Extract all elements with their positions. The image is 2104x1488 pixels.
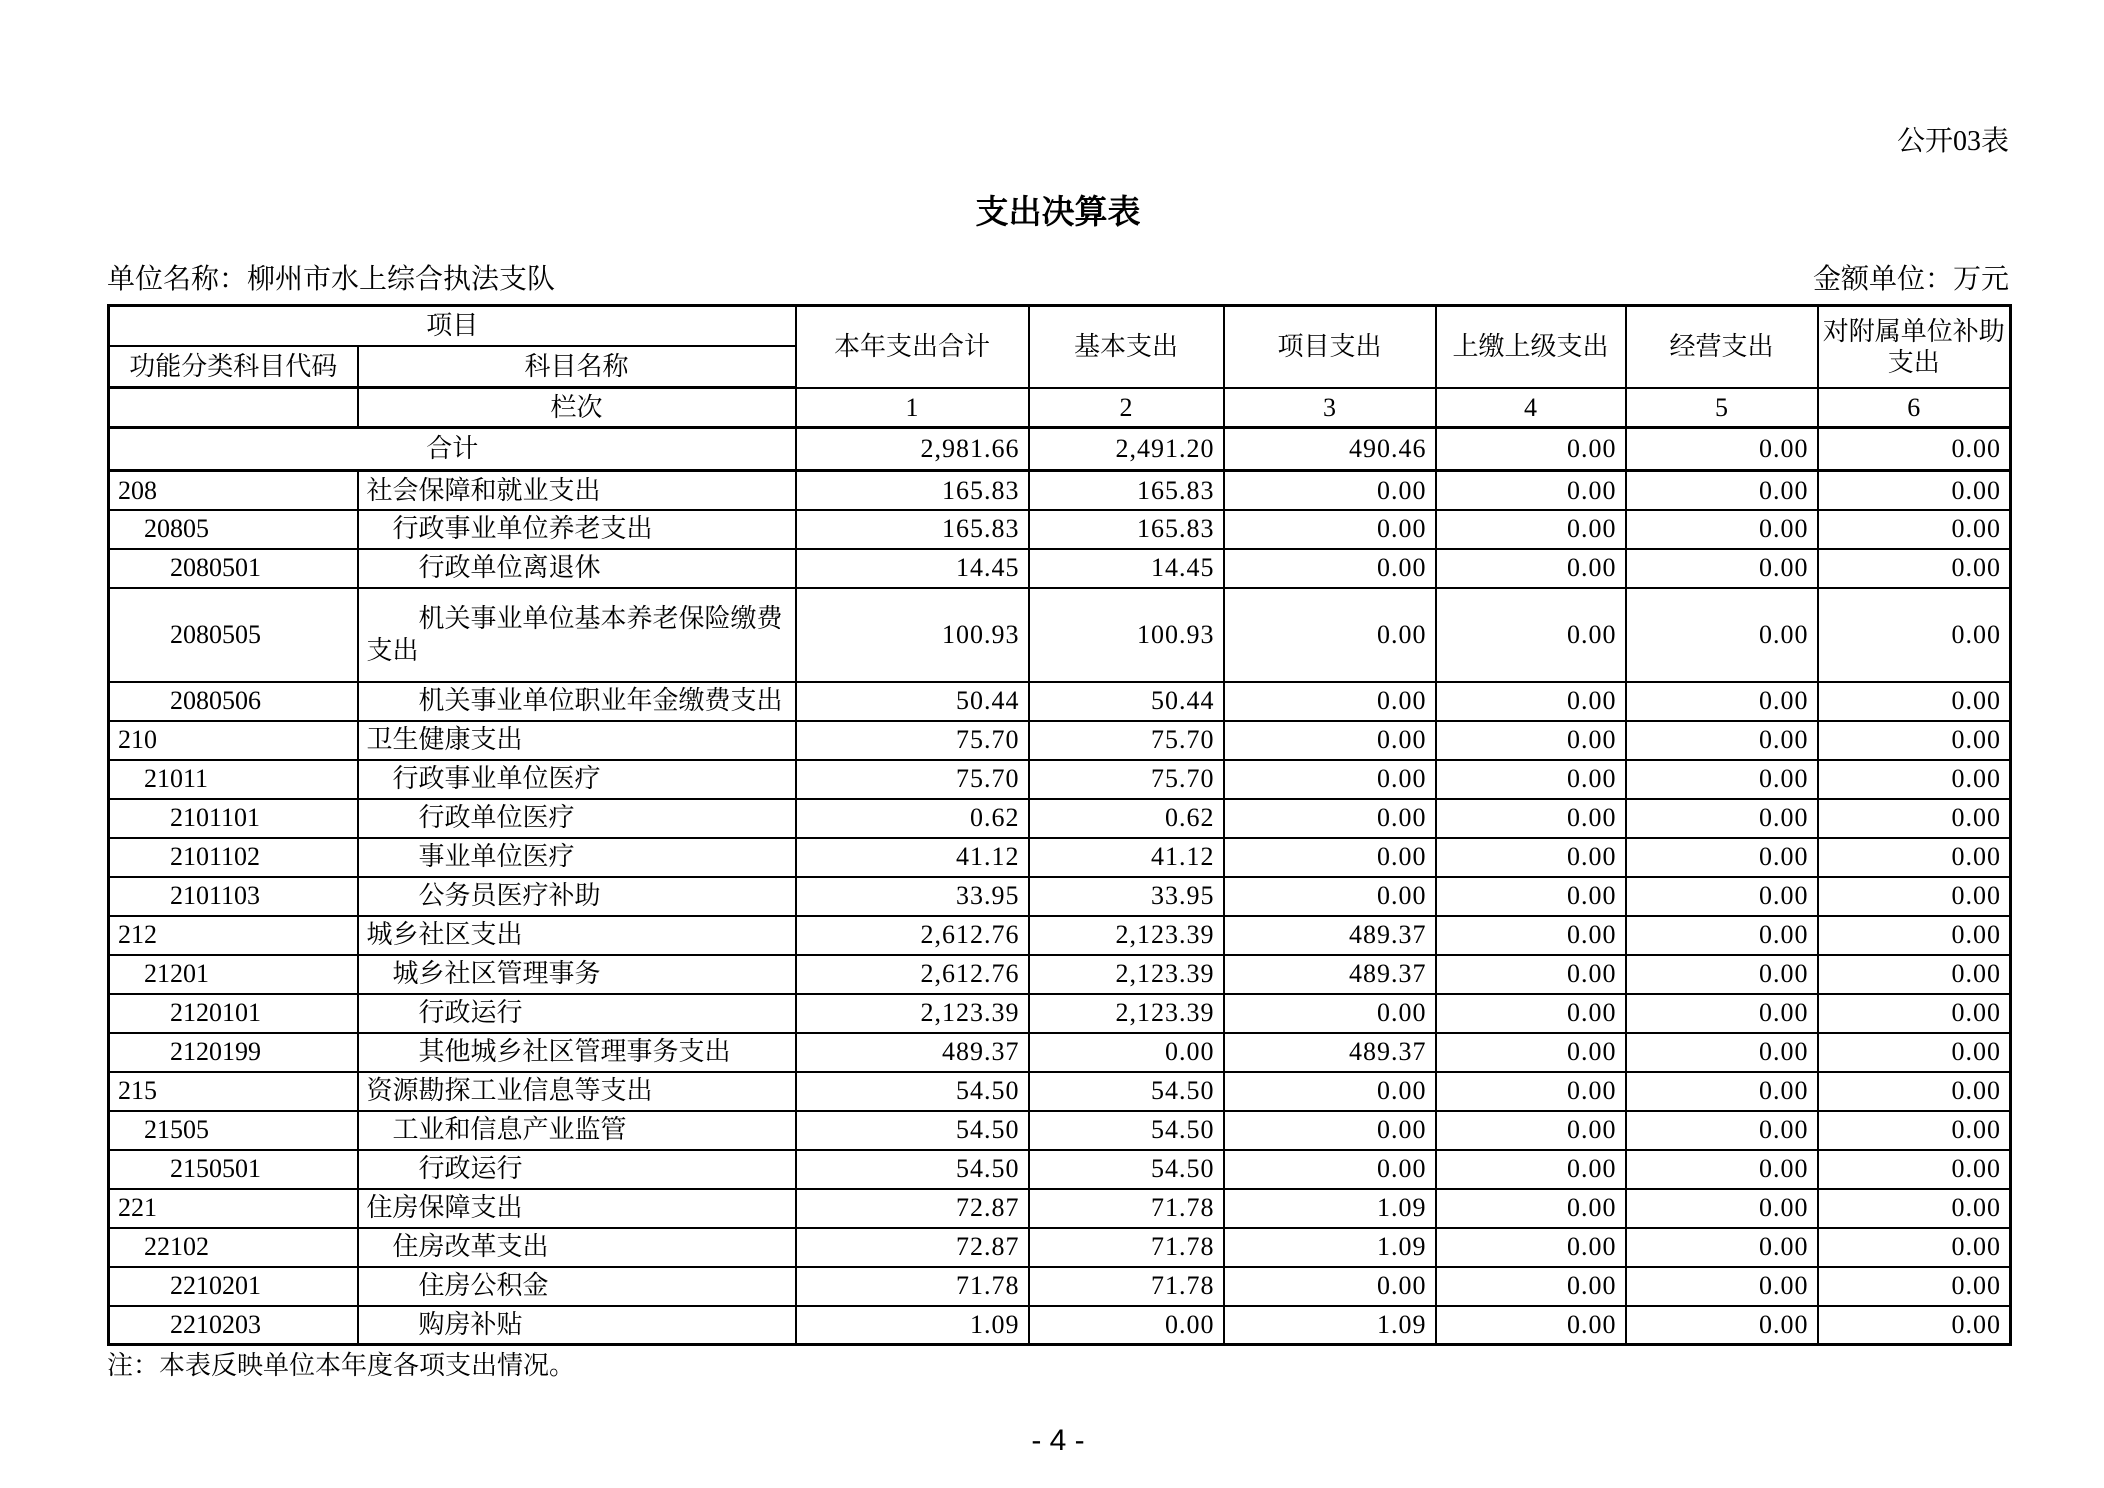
index-empty-cell — [109, 388, 358, 428]
row-value: 0.00 — [1818, 1150, 2011, 1189]
header-col-year-total: 本年支出合计 — [796, 306, 1029, 388]
row-value: 0.00 — [1818, 588, 2011, 682]
row-value: 72.87 — [796, 1189, 1029, 1228]
row-code: 2210201 — [109, 1267, 358, 1306]
row-value: 2,123.39 — [1029, 994, 1224, 1033]
row-value: 0.00 — [1224, 877, 1436, 916]
row-value: 0.00 — [1436, 1072, 1626, 1111]
row-value: 0.00 — [1818, 1228, 2011, 1267]
row-value: 165.83 — [1029, 471, 1224, 510]
row-subject-name: 行政事业单位医疗 — [358, 760, 796, 799]
row-value: 0.00 — [1818, 428, 2011, 471]
row-value: 0.00 — [1818, 549, 2011, 588]
unit-name-label: 单位名称：柳州市水上综合执法支队 — [107, 264, 556, 295]
row-value: 489.37 — [1224, 916, 1436, 955]
row-value: 0.00 — [1436, 1228, 1626, 1267]
row-value: 0.00 — [1224, 1111, 1436, 1150]
row-subject-name: 工业和信息产业监管 — [358, 1111, 796, 1150]
row-value: 72.87 — [796, 1228, 1029, 1267]
row-subject-name: 城乡社区支出 — [358, 916, 796, 955]
row-value: 0.00 — [1224, 588, 1436, 682]
row-value: 0.00 — [1818, 721, 2011, 760]
row-value: 0.00 — [1818, 1072, 2011, 1111]
row-value: 33.95 — [796, 877, 1029, 916]
row-value: 71.78 — [796, 1267, 1029, 1306]
row-value: 0.00 — [1818, 1189, 2011, 1228]
row-value: 0.00 — [1436, 1189, 1626, 1228]
column-index: 5 — [1626, 388, 1818, 428]
row-value: 0.00 — [1626, 1306, 1818, 1345]
row-subject-name: 机关事业单位职业年金缴费支出 — [358, 682, 796, 721]
row-code: 21201 — [109, 955, 358, 994]
table-row — [109, 1306, 2011, 1345]
row-value: 0.62 — [1029, 799, 1224, 838]
row-value: 0.00 — [1626, 760, 1818, 799]
row-value: 0.00 — [1436, 1267, 1626, 1306]
row-subject-name: 其他城乡社区管理事务支出 — [358, 1033, 796, 1072]
column-index: 6 — [1818, 388, 2011, 428]
header-name-column: 科目名称 — [358, 346, 796, 388]
unit-info-row — [107, 262, 2009, 298]
row-value: 489.37 — [1224, 1033, 1436, 1072]
row-code: 2120101 — [109, 994, 358, 1033]
row-value: 0.00 — [1224, 760, 1436, 799]
page-title: 支出决算表 — [975, 193, 1141, 230]
row-subject-name: 住房保障支出 — [358, 1189, 796, 1228]
row-value: 0.00 — [1626, 471, 1818, 510]
row-value: 2,123.39 — [1029, 916, 1224, 955]
row-value: 2,981.66 — [796, 428, 1029, 471]
header-col-upper-level: 上缴上级支出 — [1436, 306, 1626, 388]
row-value: 0.00 — [1626, 1072, 1818, 1111]
row-value: 41.12 — [1029, 838, 1224, 877]
row-value: 41.12 — [796, 838, 1029, 877]
row-value: 0.00 — [1626, 1267, 1818, 1306]
row-value: 0.00 — [1626, 877, 1818, 916]
table-row — [109, 428, 2011, 471]
table-row — [109, 510, 2011, 549]
header-row-project — [109, 306, 2011, 346]
row-value: 54.50 — [1029, 1150, 1224, 1189]
row-subject-name: 行政运行 — [358, 994, 796, 1033]
row-subject-name: 行政单位医疗 — [358, 799, 796, 838]
row-value: 0.00 — [1818, 955, 2011, 994]
row-value: 0.00 — [1436, 549, 1626, 588]
table-row — [109, 955, 2011, 994]
row-value: 54.50 — [796, 1072, 1029, 1111]
header-col-operating: 经营支出 — [1626, 306, 1818, 388]
row-value: 75.70 — [796, 760, 1029, 799]
row-code: 2080505 — [109, 588, 358, 682]
row-value: 33.95 — [1029, 877, 1224, 916]
row-value: 0.00 — [1626, 510, 1818, 549]
row-value: 0.00 — [1818, 877, 2011, 916]
column-index: 1 — [796, 388, 1029, 428]
row-value: 0.00 — [1818, 799, 2011, 838]
row-code: 21011 — [109, 760, 358, 799]
row-value: 0.00 — [1224, 1072, 1436, 1111]
row-value: 2,612.76 — [796, 955, 1029, 994]
row-value: 0.00 — [1818, 916, 2011, 955]
row-value: 1.09 — [1224, 1189, 1436, 1228]
row-value: 14.45 — [1029, 549, 1224, 588]
row-value: 0.00 — [1224, 549, 1436, 588]
document-body — [107, 124, 2009, 1382]
row-subject-name: 行政单位离退休 — [358, 549, 796, 588]
row-value: 0.00 — [1436, 1033, 1626, 1072]
row-code: 2120199 — [109, 1033, 358, 1072]
row-value: 50.44 — [796, 682, 1029, 721]
table-row — [109, 1033, 2011, 1072]
row-code: 20805 — [109, 510, 358, 549]
row-value: 54.50 — [1029, 1072, 1224, 1111]
column-index-row — [109, 388, 2011, 428]
table-row — [109, 1228, 2011, 1267]
row-code: 2101103 — [109, 877, 358, 916]
row-value: 0.00 — [1626, 1228, 1818, 1267]
row-subject-name: 购房补贴 — [358, 1306, 796, 1345]
index-label: 栏次 — [358, 388, 796, 428]
row-value: 14.45 — [796, 549, 1029, 588]
row-code: 210 — [109, 721, 358, 760]
table-body — [109, 428, 2011, 1345]
row-code: 212 — [109, 916, 358, 955]
row-value: 75.70 — [1029, 721, 1224, 760]
header-code-column: 功能分类科目代码 — [109, 346, 358, 388]
row-value: 54.50 — [796, 1150, 1029, 1189]
row-value: 0.00 — [1818, 510, 2011, 549]
row-subject-name: 住房公积金 — [358, 1267, 796, 1306]
row-value: 0.00 — [1436, 799, 1626, 838]
row-value: 489.37 — [796, 1033, 1029, 1072]
row-value: 0.00 — [1626, 549, 1818, 588]
row-value: 0.00 — [1818, 1306, 2011, 1345]
row-value: 0.00 — [1436, 588, 1626, 682]
row-value: 71.78 — [1029, 1267, 1224, 1306]
row-value: 0.00 — [1436, 682, 1626, 721]
row-value: 0.00 — [1626, 1111, 1818, 1150]
row-value: 0.00 — [1626, 1033, 1818, 1072]
row-value: 0.00 — [1224, 994, 1436, 1033]
row-value: 0.00 — [1626, 994, 1818, 1033]
row-value: 0.00 — [1436, 877, 1626, 916]
table-row — [109, 916, 2011, 955]
row-subject-name: 住房改革支出 — [358, 1228, 796, 1267]
header-col-project-exp: 项目支出 — [1224, 306, 1436, 388]
row-subject-name: 行政事业单位养老支出 — [358, 510, 796, 549]
row-value: 0.00 — [1436, 760, 1626, 799]
row-value: 0.00 — [1818, 1033, 2011, 1072]
row-value: 0.00 — [1626, 799, 1818, 838]
row-value: 0.00 — [1818, 471, 2011, 510]
table-row — [109, 838, 2011, 877]
column-index: 3 — [1224, 388, 1436, 428]
row-value: 0.00 — [1224, 799, 1436, 838]
row-value: 0.00 — [1626, 682, 1818, 721]
table-row — [109, 471, 2011, 510]
row-value: 0.00 — [1224, 721, 1436, 760]
row-value: 0.00 — [1436, 838, 1626, 877]
table-row — [109, 1189, 2011, 1228]
row-value: 0.00 — [1029, 1306, 1224, 1345]
table-row — [109, 721, 2011, 760]
row-code: 2080501 — [109, 549, 358, 588]
row-value: 0.00 — [1626, 1150, 1818, 1189]
row-total-label: 合计 — [109, 428, 796, 471]
row-value: 0.00 — [1626, 721, 1818, 760]
row-value: 0.00 — [1818, 838, 2011, 877]
row-value: 71.78 — [1029, 1228, 1224, 1267]
row-value: 1.09 — [1224, 1228, 1436, 1267]
row-value: 2,491.20 — [1029, 428, 1224, 471]
row-value: 0.00 — [1224, 1267, 1436, 1306]
table-row — [109, 1111, 2011, 1150]
row-value: 54.50 — [1029, 1111, 1224, 1150]
row-value: 0.00 — [1818, 682, 2011, 721]
row-value: 0.00 — [1436, 994, 1626, 1033]
row-value: 0.00 — [1224, 682, 1436, 721]
row-subject-name: 机关事业单位基本养老保险缴费支出 — [358, 588, 796, 682]
row-subject-name: 社会保障和就业支出 — [358, 471, 796, 510]
row-value: 100.93 — [796, 588, 1029, 682]
column-index: 2 — [1029, 388, 1224, 428]
row-value: 0.00 — [1224, 1150, 1436, 1189]
row-value: 0.00 — [1224, 471, 1436, 510]
row-subject-name: 事业单位医疗 — [358, 838, 796, 877]
row-value: 0.00 — [1626, 428, 1818, 471]
row-subject-name: 行政运行 — [358, 1150, 796, 1189]
row-code: 215 — [109, 1072, 358, 1111]
row-code: 2101101 — [109, 799, 358, 838]
table-row — [109, 994, 2011, 1033]
row-value: 0.00 — [1818, 760, 2011, 799]
row-value: 0.00 — [1818, 1267, 2011, 1306]
row-value: 0.00 — [1436, 428, 1626, 471]
row-value: 0.00 — [1224, 510, 1436, 549]
row-value: 0.00 — [1626, 838, 1818, 877]
row-value: 0.00 — [1626, 955, 1818, 994]
row-value: 75.70 — [796, 721, 1029, 760]
row-code: 2150501 — [109, 1150, 358, 1189]
row-subject-name: 公务员医疗补助 — [358, 877, 796, 916]
row-value: 165.83 — [796, 510, 1029, 549]
table-row — [109, 682, 2011, 721]
page-number: - 4 - — [1031, 1424, 1085, 1457]
row-value: 1.09 — [796, 1306, 1029, 1345]
table-row — [109, 549, 2011, 588]
table-row — [109, 799, 2011, 838]
row-value: 489.37 — [1224, 955, 1436, 994]
row-value: 2,123.39 — [796, 994, 1029, 1033]
row-value: 0.00 — [1436, 510, 1626, 549]
row-value: 0.00 — [1436, 1150, 1626, 1189]
table-row — [109, 588, 2011, 682]
row-value: 54.50 — [796, 1111, 1029, 1150]
row-value: 0.00 — [1818, 994, 2011, 1033]
row-value: 0.00 — [1436, 1306, 1626, 1345]
row-value: 0.00 — [1436, 916, 1626, 955]
row-code: 2101102 — [109, 838, 358, 877]
row-subject-name: 资源勘探工业信息等支出 — [358, 1072, 796, 1111]
header-project: 项目 — [109, 306, 796, 346]
row-value: 50.44 — [1029, 682, 1224, 721]
row-value: 100.93 — [1029, 588, 1224, 682]
footnote: 注：本表反映单位本年度各项支出情况。 — [107, 1351, 576, 1380]
row-value: 71.78 — [1029, 1189, 1224, 1228]
table-row — [109, 1072, 2011, 1111]
row-value: 0.00 — [1436, 955, 1626, 994]
row-value: 0.00 — [1626, 588, 1818, 682]
row-value: 0.00 — [1626, 1189, 1818, 1228]
table-row — [109, 760, 2011, 799]
header-col-subsidy: 对附属单位补助支出 — [1818, 306, 2011, 388]
row-code: 21505 — [109, 1111, 358, 1150]
row-value: 0.00 — [1224, 838, 1436, 877]
table-row — [109, 1150, 2011, 1189]
row-value: 0.62 — [796, 799, 1029, 838]
form-number-label: 公开03表 — [1896, 126, 2009, 157]
row-value: 0.00 — [1818, 1111, 2011, 1150]
row-value: 0.00 — [1436, 471, 1626, 510]
row-value: 75.70 — [1029, 760, 1224, 799]
row-code: 221 — [109, 1189, 358, 1228]
row-value: 0.00 — [1436, 1111, 1626, 1150]
row-value: 0.00 — [1626, 916, 1818, 955]
table-row — [109, 1267, 2011, 1306]
header-col-basic: 基本支出 — [1029, 306, 1224, 388]
row-code: 208 — [109, 471, 358, 510]
row-value: 490.46 — [1224, 428, 1436, 471]
row-value: 165.83 — [1029, 510, 1224, 549]
row-value: 2,123.39 — [1029, 955, 1224, 994]
row-value: 165.83 — [796, 471, 1029, 510]
column-index: 4 — [1436, 388, 1626, 428]
row-code: 22102 — [109, 1228, 358, 1267]
row-value: 0.00 — [1436, 721, 1626, 760]
amount-unit-label: 金额单位：万元 — [1812, 264, 2009, 295]
row-subject-name: 卫生健康支出 — [358, 721, 796, 760]
expenditure-table — [107, 304, 2012, 1346]
row-value: 1.09 — [1224, 1306, 1436, 1345]
row-value: 0.00 — [1029, 1033, 1224, 1072]
row-code: 2080506 — [109, 682, 358, 721]
table-row — [109, 877, 2011, 916]
row-subject-name: 城乡社区管理事务 — [358, 955, 796, 994]
row-value: 2,612.76 — [796, 916, 1029, 955]
row-code: 2210203 — [109, 1306, 358, 1345]
